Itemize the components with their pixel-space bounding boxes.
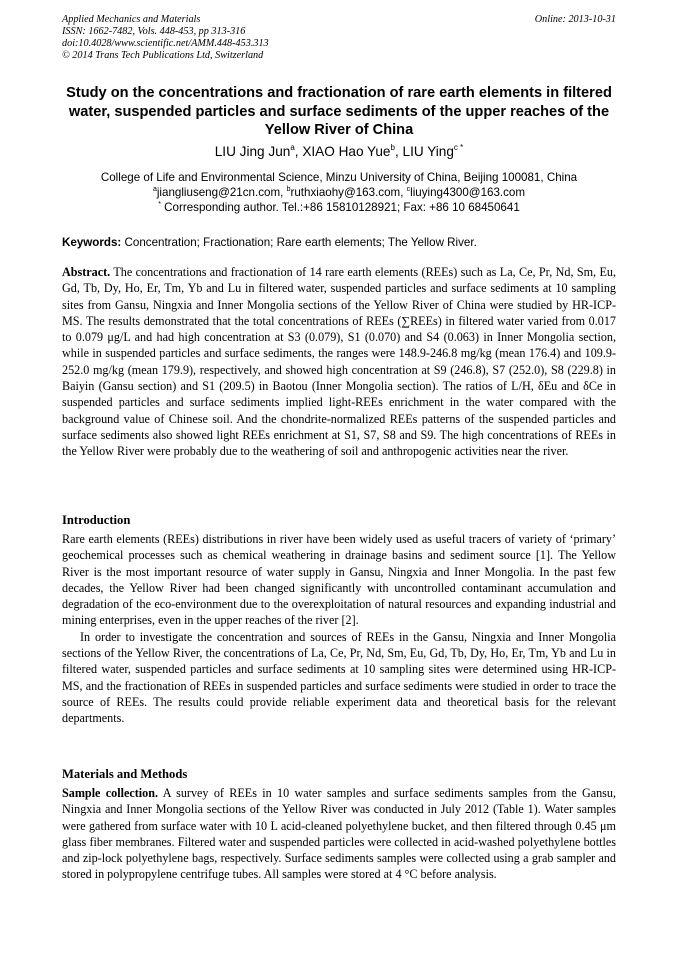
paper-title: Study on the concentrations and fractionation of rare earth elements in filtered water, suspended particles and surface sediments of the upper reaches of the Yellow River of China: [66, 85, 612, 138]
author-superscript: c *: [453, 143, 464, 152]
corresponding-mark: *: [158, 201, 161, 208]
email-superscript: c: [406, 186, 411, 193]
sample-collection-text: A survey of REEs in 10 water samples and surface sediments samples from the Gansu, Ningxia and Inner Mongolia sections of the Yellow River was conducted in July 2012 (Table 1). Water samples were gathered from surface water with 10 L acid-cleaned polyethylene bucket, and then filtered through 0.45 μm glass fiber membranes. Filtered water and suspended particles were collected in acid-washed polyethylene bottles and zip-lock polyethylene bags, respectively. Surface sediments samples were collected using a grab sampler and stored in polypropylene centrifuge tubes. All samples were stored at 4 °C before analysis.: [62, 786, 616, 882]
email-superscript: b: [286, 186, 291, 193]
email-address: jiangliuseng@21cn.com,: [156, 186, 287, 199]
author-name: XIAO Hao Yue: [302, 144, 391, 159]
section-heading-introduction: Introduction: [62, 513, 131, 527]
introduction-body: [62, 531, 616, 727]
running-header: [62, 14, 616, 62]
issn-line: ISSN: 1662-7482, Vols. 448-453, pp 313-316: [62, 26, 246, 37]
abstract-text: The concentrations and fractionation of 14 rare earth elements (REEs) such as La, Ce, Pr, Nd, Sm, Eu, Gd, Tb, Dy, Ho, Er, Tm, Yb and Lu in filtered water, suspended particles and surface sediments at 10 sampling sites from Gansu, Ningxia and Inner Mongolia sections of the Yellow River of China were studied by HR-ICP-MS. The results demonstrated that the total concentrations of REEs (∑REEs) in filtered water varied from 0.017 to 0.079 μg/L and had high concentration at S3 (0.079), S1 (0.070) and S4 (0.063) in Inner Mongolia section, while in suspended particles and surface sediments, the ranges were 148.9-246.8 mg/kg (mean 176.4) and 109.9-252.0 mg/kg (mean 179.9), respectively, and showed high concentration at S9 (246.8), S7 (252.0), S8 (229.8) in Baiyin (Gansu section) and S1 (209.5) in Baotou (Inner Mongolia section). The ratios of L/H, δEu and δCe in suspended particles and surface sediments implied light-REEs enrichment in the water compared with the background value of Chinese soil. And the chondrite-normalized REEs patterns of the suspended particles and surface sediments also showed light REEs enrichment at S1, S7, S8 and S9. The high concentrations of REEs in the Yellow River were probably due to the weathering of soil and anthropogenic activities near the river.: [62, 265, 616, 459]
author-separator: ,: [294, 144, 303, 159]
author-superscript: b: [390, 143, 395, 152]
author-superscript: a: [290, 143, 295, 152]
author-separator: ,: [394, 144, 403, 159]
sample-collection-label: Sample collection.: [62, 786, 159, 800]
doi-line: doi:10.4028/www.scientific.net/AMM.448-453.313: [62, 38, 269, 49]
email-line: [62, 185, 616, 200]
introduction-paragraph: In order to investigate the concentration and sources of REEs in the Gansu, Ningxia and Inner Mongolia sections of the Yellow River, the concentrations of La, Ce, Pr, Nd, Sm, Eu, Gd, Tb, Dy, Ho, Er, Tm, Yb and Lu in filtered water, suspended particles and surface sediments at 10 sampling sites were determined using HR-ICP-MS, and the fractionation of REEs in suspended particles and surface sediments were studied in order to trace the source of REEs. The results could provide reliable experiment data and theoretical basis for the relevant departments.: [62, 629, 616, 726]
keywords-text: Concentration; Fractionation; Rare earth elements; The Yellow River.: [121, 236, 477, 249]
keywords-line: [62, 235, 616, 250]
email-superscript: a: [152, 186, 157, 193]
keywords-label: Keywords:: [62, 236, 122, 249]
email-address: ruthxiaohy@163.com,: [290, 186, 407, 199]
author-name: LIU Jing Jun: [214, 144, 291, 159]
abstract-label: Abstract.: [62, 265, 111, 279]
materials-paragraph: [62, 785, 616, 883]
affiliation-block: [62, 170, 616, 215]
introduction-paragraph: Rare earth elements (REEs) distributions in river have been widely used as useful tracers of variety of ‘primary’ geochemical processes such as chemical weathering in drainage basins and sediment source [1]. The Yellow River is the most important resource of water supply in Gansu, Ningxia and Inner Mongolia. In the past few decades, the Yellow River had been changed significantly with uncontrolled contaminant accumulation and degradation of the eco-environment due to the overexploitation of natural resources and expanding industrial and mining enterprises, even in the upper reaches of the river [2].: [62, 532, 616, 628]
section-heading-materials: Materials and Methods: [62, 767, 188, 781]
journal-name: Applied Mechanics and Materials: [62, 14, 201, 25]
author-list: [62, 143, 616, 160]
corresponding-author: Corresponding author. Tel.:+86 15810128921; Fax: +86 10 68450641: [160, 201, 520, 214]
email-address: liuying4300@163.com: [410, 186, 526, 199]
copyright-line: © 2014 Trans Tech Publications Ltd, Switzerland: [62, 50, 264, 61]
online-date: Online: 2013-10-31: [534, 14, 616, 25]
abstract-paragraph: [62, 264, 616, 460]
corresponding-author-line: [62, 200, 616, 215]
institution: College of Life and Environmental Science, Minzu University of China, Beijing 100081, China: [100, 171, 578, 184]
author-name: LIU Ying: [402, 144, 454, 159]
